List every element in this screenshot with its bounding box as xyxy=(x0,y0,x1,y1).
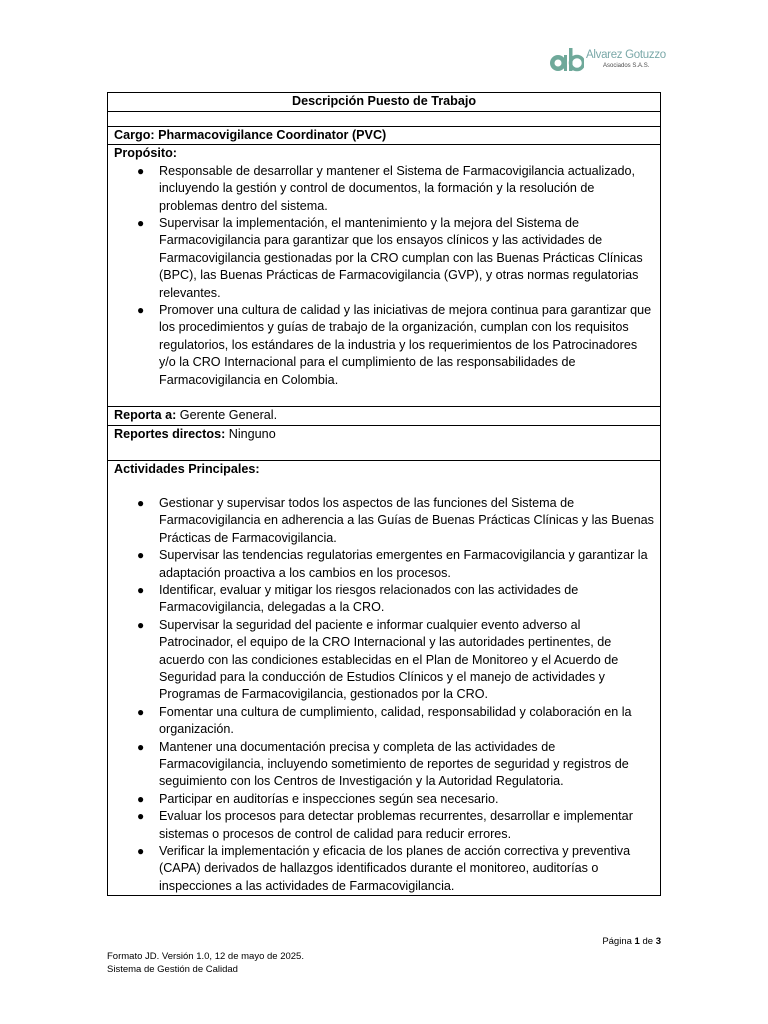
list-item xyxy=(137,843,654,895)
company-logo xyxy=(548,46,666,76)
reporta-value: Gerente General. xyxy=(176,408,278,423)
list-item xyxy=(137,808,654,843)
bullet-icon: ● xyxy=(137,548,145,563)
reporta-label: Reporta a: xyxy=(114,408,177,423)
document-title: Descripción Puesto de Trabajo xyxy=(108,93,661,112)
logo-company-name: Alvarez Gotuzzo xyxy=(586,49,666,61)
footer-format: Formato JD. Versión 1.0, 12 de mayo de 2025. xyxy=(107,951,304,962)
page-mid: de xyxy=(639,936,656,947)
bullet-icon: ● xyxy=(137,791,145,806)
list-item xyxy=(137,582,654,617)
list-item-text: Fomentar una cultura de cumplimiento, calidad, responsabilidad y colaboración en la organización. xyxy=(159,704,632,737)
list-item xyxy=(137,547,654,582)
reportes-label: Reportes directos: xyxy=(114,426,226,441)
footer xyxy=(107,950,304,976)
bullet-icon: ● xyxy=(137,216,145,231)
spacer-row xyxy=(108,112,661,127)
list-item-text: Responsable de desarrollar y mantener el Sistema de Farmacovigilancia actualizado, incluyendo la gestión y control de documentos, la formación y la resolución de problemas dentro del sistema. xyxy=(159,163,636,213)
bullet-icon: ● xyxy=(137,582,145,597)
cargo-label: Cargo: xyxy=(114,128,155,142)
list-item xyxy=(137,163,654,215)
proposito-list xyxy=(114,163,654,389)
list-item-text: Supervisar la seguridad del paciente e informar cualquier evento adverso al Patrocinador, el equipo de la CRO Internacional y las autoridades pertinentes, de acuerdo con las condiciones establecidas en el Plan de Monitoreo y el Acuerdo de Seguridad para la conducción de Estudios Clínicos y el manejo de actividades y Programas de Farmacovigilancia, gestionados por la CRO. xyxy=(159,617,619,702)
logo-subtitle: Asociados S.A.S. xyxy=(603,63,650,69)
bullet-icon: ● xyxy=(137,303,145,318)
bullet-icon: ● xyxy=(137,809,145,824)
logo-mark-icon xyxy=(548,46,584,74)
bullet-icon: ● xyxy=(137,163,145,178)
list-item-text: Mantener una documentación precisa y completa de las actividades de Farmacovigilancia, incluyendo sometimiento de reportes de seguridad y registros de seguimiento con los Centros de Investigación y la Autoridad Regulatoria. xyxy=(159,739,629,789)
list-item xyxy=(137,302,654,389)
list-item xyxy=(137,704,654,739)
list-item-text: Gestionar y supervisar todos los aspectos de las funciones del Sistema de Farmacovigilancia en adherencia a las Guías de Buenas Prácticas Clínicas y las Buenas Prácticas de Farmacovigilancia. xyxy=(159,495,654,545)
footer-system: Sistema de Gestión de Calidad xyxy=(107,964,238,975)
page-current: 1 xyxy=(634,936,640,947)
list-item xyxy=(137,215,654,302)
bullet-icon: ● xyxy=(137,704,145,719)
list-item-text: Promover una cultura de calidad y las iniciativas de mejora continua para garantizar que los procedimientos y guías de trabajo de la organización, cumplan con los requisitos regulatorios, los estándares de la industria y los requerimientos de los Patrocinadores y/o la CRO Internacional para el cumplimiento de las responsabilidades de Farmacovigilancia en Colombia. xyxy=(159,303,652,387)
list-item-text: Supervisar las tendencias regulatorias emergentes en Farmacovigilancia y garantizar la adaptación proactiva a los cambios en los procesos. xyxy=(159,548,648,580)
actividades-label: Actividades Principales: xyxy=(114,461,260,476)
bullet-icon: ● xyxy=(137,844,145,859)
job-description-table xyxy=(107,92,661,896)
list-item xyxy=(137,739,654,791)
cargo-row xyxy=(108,127,661,145)
list-item-text: Participar en auditorías e inspecciones según sea necesario. xyxy=(159,791,499,806)
reporta-row xyxy=(108,407,661,425)
list-item-text: Evaluar los procesos para detectar problemas recurrentes, desarrollar e implementar sistemas o procesos de control de calidad para reducir errores. xyxy=(159,809,633,841)
reportes-row xyxy=(108,425,661,460)
list-item xyxy=(137,617,654,704)
list-item xyxy=(137,495,654,547)
bullet-icon: ● xyxy=(137,617,145,632)
proposito-label: Propósito: xyxy=(114,146,177,161)
actividades-list xyxy=(114,495,654,895)
list-item-text: Identificar, evaluar y mitigar los riesgos relacionados con las actividades de Farmacovigilancia, delegadas a la CRO. xyxy=(159,582,579,615)
list-item-text: Supervisar la implementación, el mantenimiento y la mejora del Sistema de Farmacovigilancia para garantizar que los ensayos clínicos y las actividades de Farmacovigilancia gestionadas por la CRO cumplan con las Buenas Prácticas Clínicas (BPC), las Buenas Prácticas de Farmacovigilancia (GVP), y otras normas regulatorias relevantes. xyxy=(159,216,643,300)
list-item-text: Verificar la implementación y eficacia de los planes de acción correctiva y preventiva (CAPA) derivados de hallazgos identificados durante el monitoreo, auditorías o inspecciones a las actividades de Farmacovigilancia. xyxy=(159,844,631,893)
bullet-icon: ● xyxy=(137,739,145,754)
page-number xyxy=(602,936,661,947)
list-item xyxy=(137,791,654,808)
proposito-section xyxy=(108,145,661,407)
page-prefix: Página xyxy=(602,936,635,947)
actividades-section xyxy=(108,460,661,896)
bullet-icon: ● xyxy=(137,495,145,510)
page-total: 3 xyxy=(655,936,661,947)
cargo-value: Pharmacovigilance Coordinator (PVC) xyxy=(158,128,387,142)
reportes-value: Ninguno xyxy=(225,426,276,441)
